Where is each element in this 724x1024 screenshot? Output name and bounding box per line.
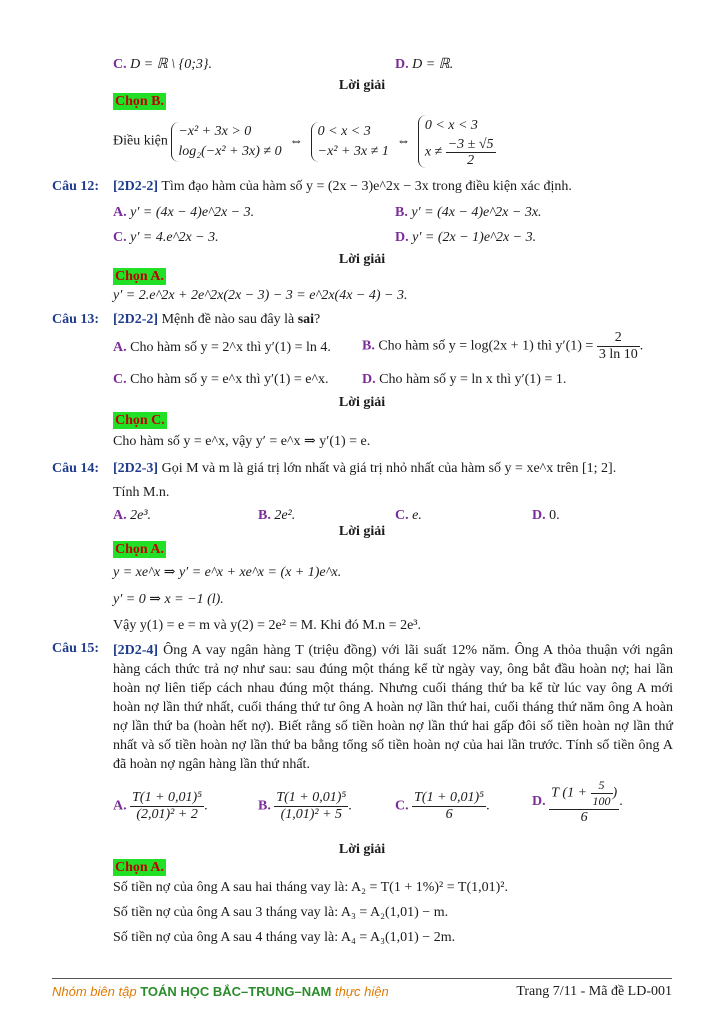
q14-option-c: C. e. — [395, 508, 422, 523]
answer-badge: Chọn B. — [115, 94, 165, 109]
condition-system-1: −x² + 3x > 0 log₂(−x² + 3x) ≠ 0 — [171, 122, 281, 162]
fraction: T (1 + $\frac{5}{100}$ ) 6 — [551, 778, 618, 825]
question-number: Câu 15: — [52, 641, 100, 656]
q14-solution-1: y = xe^x ⇒ y′ = e^x + xe^x = (x + 1)e^x. — [113, 565, 342, 580]
q14-option-b: B. 2e². — [258, 508, 296, 523]
condition-system-3: 0 < x < 3 x ≠ $\frac{-3 \pm √5}{2}$ — [418, 115, 496, 168]
answer-badge: Chọn A. — [115, 860, 165, 875]
loi-giai-heading: Lời giải — [338, 524, 386, 539]
q12-option-d: D. y′ = (2x − 1)e^2x − 3. — [395, 230, 537, 245]
q15-solution-3: Số tiền nợ của ông A sau 4 tháng vay là: A₄ = A₃(1,01) − 2m. — [113, 930, 456, 945]
footer-credit: Nhóm biên tập TOÁN HỌC BẮC–TRUNG–NAM thực hiện — [52, 984, 389, 999]
question-number: Câu 14: — [52, 461, 100, 476]
condition-label: Điều kiện — [113, 133, 168, 149]
option-text: D = ℝ. — [412, 57, 454, 72]
fraction: $\frac{-3 \pm √5}{2}$ — [447, 137, 494, 168]
condition-block — [113, 115, 496, 168]
q13-option-d: D. Cho hàm số y = ln x thì y′(1) = 1. — [362, 372, 567, 387]
question-15-text: [2D2-4] Ông A vay ngân hàng T (triệu đồng) với lãi suất 12% năm. Ông A thỏa thuận với ngân hàng cách thức trả nợ như sau: sau đúng một tháng kể từ ngày vay, ông bắt đầu hoàn nợ; hai lần hoàn nợ liên tiếp cách nhau đúng một tháng. Nhưng cuối tháng thứ ba kể từ lúc vay ông A mới hoàn nợ lần thứ nhất, cuối tháng thứ tư ông A hoàn nợ lần thứ hai, cuối tháng thứ năm ông A hoàn nợ lần thứ ba (hoàn hết nợ). Biết rằng số tiền hoàn nợ lần thứ hai gấp đôi số tiền hoàn nợ lần thứ nhất và số tiền hoàn nợ lần thứ ba bằng tổng số tiền hoàn nợ của hai lần trước. Tính số tiền ông A đã hoàn nợ ngân hàng lần thứ nhất. — [113, 643, 674, 772]
q15-option-a: A. $\frac{\text{T(1 + 0,01)⁵}}{\text{(2,01)² + 2}}$ . — [113, 790, 208, 822]
q12-solution: y′ = 2.e^2x + 2e^2x(2x − 3) − 3 = e^2x(4x − 4) − 3. — [113, 288, 408, 303]
q15-option-b: B. $\frac{\text{T(1 + 0,01)⁵}}{\text{(1,01)² + 5}}$ . — [258, 790, 352, 822]
question-number: Câu 13: — [52, 312, 100, 327]
fraction: $\frac{\text{T(1 + 0,01)⁵}}{6}$ — [414, 790, 485, 822]
option-label: C. — [113, 57, 127, 72]
q13-option-b: B. Cho hàm số y = log(2x + 1) thì y′(1) = $\frac{2}{3 \ln 10}$ . — [362, 330, 644, 362]
q12-option-a: A. y′ = (4x − 4)e^2x − 3. — [113, 205, 255, 220]
loi-giai-heading: Lời giải — [338, 78, 386, 93]
q14-solution-2: y′ = 0 ⇒ x = −1 (l). — [113, 592, 224, 607]
q15-solution-2: Số tiền nợ của ông A sau 3 tháng vay là: A₃ = A₂(1,01) − m. — [113, 905, 449, 920]
fraction: $\frac{\text{T(1 + 0,01)⁵}}{\text{(2,01)² + 2}}$ — [132, 790, 203, 822]
q13-option-c: C. Cho hàm số y = e^x thì y′(1) = e^x. — [113, 372, 329, 387]
answer-badge: Chọn A. — [115, 542, 165, 557]
q15-option-c: C. $\frac{\text{T(1 + 0,01)⁵}}{6}$ . — [395, 790, 490, 822]
loi-giai-heading: Lời giải — [338, 252, 386, 267]
inner-fraction: $\frac{5}{100}$ — [592, 778, 611, 808]
equiv-arrow: ⇔ — [289, 133, 304, 149]
answer-badge: Chọn A. — [115, 269, 165, 284]
option-text: D = ℝ \ {0;3}. — [130, 57, 213, 72]
condition-system-2: 0 < x < 3 −x² + 3x ≠ 1 — [311, 122, 389, 162]
loi-giai-heading: Lời giải — [338, 842, 386, 857]
question-number: Câu 12: — [52, 179, 100, 194]
question-14-text: [2D2-3] Gọi M và m là giá trị lớn nhất và giá trị nhỏ nhất của hàm số y = xe^x trên [1; 2]. — [113, 461, 617, 476]
q15-solution-1: Số tiền nợ của ông A sau hai tháng vay là: A₂ = T(1 + 1%)² = T(1,01)². — [113, 880, 508, 895]
question-13-text: [2D2-2] Mệnh đề nào sau đây là sai? — [113, 312, 321, 327]
q13-solution: Cho hàm số y = e^x, vậy y′ = e^x ⇒ y′(1) = e. — [113, 434, 371, 449]
q12-option-b: B. y′ = (4x − 4)e^2x − 3x. — [395, 205, 542, 220]
question-12-text: [2D2-2] Tìm đạo hàm của hàm số y = (2x − 3)e^2x − 3x trong điều kiện xác định. — [113, 179, 572, 194]
equiv-arrow: ⇔ — [396, 133, 411, 149]
option-d-top — [395, 56, 453, 73]
fraction: $\frac{\text{T(1 + 0,01)⁵}}{\text{(1,01)² + 5}}$ — [276, 790, 347, 822]
footer-divider — [52, 978, 672, 979]
answer-badge: Chọn C. — [115, 413, 165, 428]
option-c-top — [113, 56, 212, 73]
option-label: D. — [395, 57, 409, 72]
q14-solution-3: Vậy y(1) = e = m và y(2) = 2e² = M. Khi đó M.n = 2e³. — [113, 618, 421, 633]
footer-page-info: Trang 7/11 - Mã đề LD-001 — [516, 984, 672, 999]
loi-giai-heading: Lời giải — [338, 395, 386, 410]
fraction: $\frac{2}{3 \ln 10}$ — [598, 330, 638, 362]
q14-option-a: A. 2e³. — [113, 508, 152, 523]
q12-option-c: C. y′ = 4.e^2x − 3. — [113, 230, 219, 245]
q15-option-d: D. T (1 + $\frac{5}{100}$ ) 6 . — [532, 778, 623, 825]
question-14-text-2: Tính M.n. — [113, 485, 170, 500]
q13-option-a: A. Cho hàm số y = 2^x thì y′(1) = ln 4. — [113, 340, 331, 355]
q14-option-d: D. 0. — [532, 508, 560, 523]
